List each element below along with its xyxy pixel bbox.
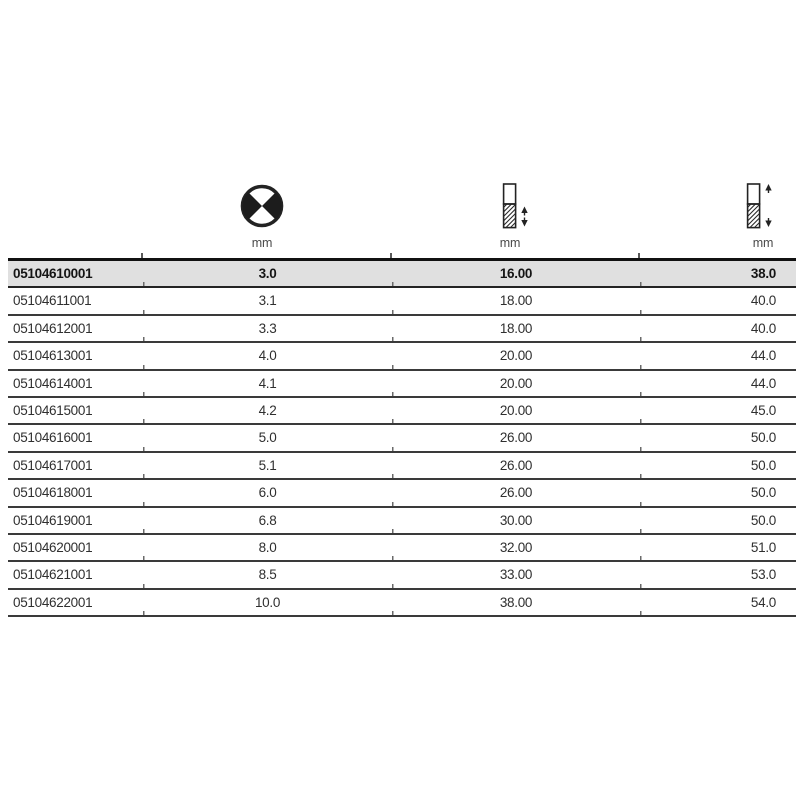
- diameter-value: 4.0: [143, 342, 392, 369]
- diameter-value: 8.0: [143, 534, 392, 561]
- total-length-value: 50.0: [640, 452, 796, 479]
- table-row: [8, 561, 796, 588]
- head-length-value: 30.00: [392, 507, 640, 534]
- diameter-unit-label: mm: [251, 236, 273, 250]
- head-length-value: 33.00: [392, 561, 640, 588]
- head-length-value: 18.00: [392, 315, 640, 342]
- diameter-icon: [240, 184, 284, 228]
- table-row: [8, 397, 796, 424]
- head-length-value: 20.00: [392, 370, 640, 397]
- table-row: [8, 315, 796, 342]
- diameter-value: 5.1: [143, 452, 392, 479]
- table-row: [8, 452, 796, 479]
- table-row: [8, 370, 796, 397]
- article-number: 05104618001: [8, 479, 143, 506]
- head-length-value: 16.00: [392, 260, 640, 288]
- total-length-value: 44.0: [640, 370, 796, 397]
- head-length-value: 18.00: [392, 287, 640, 314]
- article-number: 05104613001: [8, 342, 143, 369]
- head-length-unit-label: mm: [499, 236, 521, 250]
- table-row: [8, 260, 796, 288]
- article-number: 05104621001: [8, 561, 143, 588]
- total-length-value: 45.0: [640, 397, 796, 424]
- total-length-value: 53.0: [640, 561, 796, 588]
- diameter-value: 5.0: [143, 424, 392, 451]
- diameter-value: 3.3: [143, 315, 392, 342]
- total-length-value: 40.0: [640, 287, 796, 314]
- head-length-value: 26.00: [392, 452, 640, 479]
- diameter-value: 3.1: [143, 287, 392, 314]
- total-length-value: 40.0: [640, 315, 796, 342]
- article-number: 05104610001: [8, 260, 143, 288]
- diameter-value: 10.0: [143, 589, 392, 616]
- table-row: [8, 342, 796, 369]
- total-length-value: 50.0: [640, 424, 796, 451]
- head-length-value: 20.00: [392, 397, 640, 424]
- article-number: 05104619001: [8, 507, 143, 534]
- article-number: 05104617001: [8, 452, 143, 479]
- total-length-value: 50.0: [640, 479, 796, 506]
- diameter-value: 4.1: [143, 370, 392, 397]
- article-number: 05104611001: [8, 287, 143, 314]
- total-length-value: 51.0: [640, 534, 796, 561]
- head-length-value: 26.00: [392, 424, 640, 451]
- table-row: [8, 424, 796, 451]
- total-length-value: 44.0: [640, 342, 796, 369]
- total-length-icon: [745, 183, 775, 229]
- article-number: 05104616001: [8, 424, 143, 451]
- table-row: [8, 534, 796, 561]
- total-length-value: 38.0: [640, 260, 796, 288]
- table-body: [8, 260, 796, 617]
- total-length-value: 54.0: [640, 589, 796, 616]
- table-row: [8, 287, 796, 314]
- article-number: 05104612001: [8, 315, 143, 342]
- table-row: [8, 507, 796, 534]
- total-length-value: 50.0: [640, 507, 796, 534]
- table-row: [8, 589, 796, 616]
- article-number: 05104620001: [8, 534, 143, 561]
- head-length-value: 26.00: [392, 479, 640, 506]
- total-length-unit-label: mm: [752, 236, 774, 250]
- head-length-icon: [501, 183, 531, 229]
- head-length-value: 38.00: [392, 589, 640, 616]
- diameter-value: 4.2: [143, 397, 392, 424]
- article-number: 05104622001: [8, 589, 143, 616]
- head-length-value: 20.00: [392, 342, 640, 369]
- diameter-value: 6.0: [143, 479, 392, 506]
- diameter-value: 8.5: [143, 561, 392, 588]
- diameter-value: 3.0: [143, 260, 392, 288]
- spec-table: [8, 258, 796, 617]
- article-number: 05104614001: [8, 370, 143, 397]
- diameter-value: 6.8: [143, 507, 392, 534]
- table-row: [8, 479, 796, 506]
- head-length-value: 32.00: [392, 534, 640, 561]
- article-number: 05104615001: [8, 397, 143, 424]
